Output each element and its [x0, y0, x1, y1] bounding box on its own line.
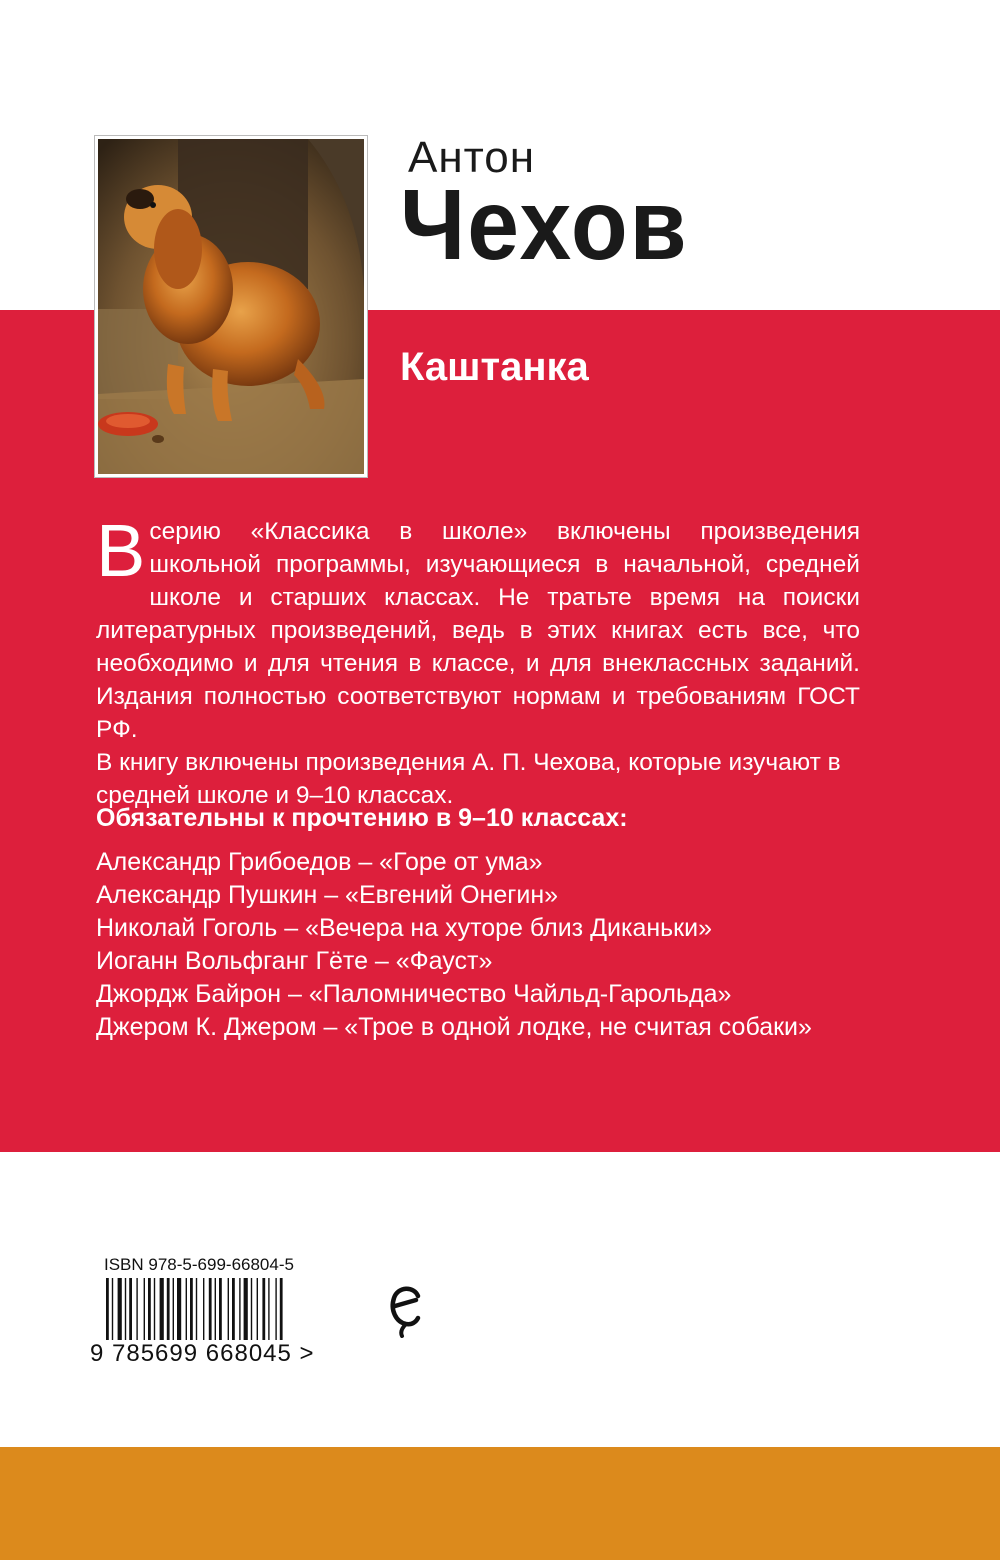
- author-first-name: Антон: [408, 133, 536, 182]
- book-title: Каштанка: [400, 345, 589, 389]
- series-description: [96, 509, 860, 812]
- list-item: Джордж Байрон – «Паломничество Чайльд-Гарольда»: [96, 980, 732, 1008]
- list-item: Александр Грибоедов – «Горе от ума»: [96, 848, 543, 876]
- required-reading-list: [96, 846, 812, 1044]
- drop-cap-letter: В: [96, 509, 146, 592]
- author-last-name: Чехов: [400, 169, 689, 281]
- isbn-label: ISBN 978-5-699-66804-5: [104, 1255, 294, 1274]
- list-item: Николай Гоголь – «Вечера на хуторе близ Диканьки»: [96, 914, 712, 942]
- required-reading-heading: Обязательны к прочтению в 9–10 классах:: [96, 804, 628, 832]
- description-paragraph-2: В книгу включены произведения А. П. Чехова, которые изучают в средней школе и 9–10 классах.: [96, 749, 841, 809]
- list-item: Иоганн Вольфганг Гёте – «Фауст»: [96, 947, 493, 975]
- orange-bottom-band: [0, 1447, 1000, 1560]
- eksmo-e-logo-icon: [388, 1282, 424, 1338]
- barcode-digits: 9 785699 668045 >: [90, 1340, 315, 1367]
- description-paragraph-1: [96, 509, 860, 746]
- list-item: Джером К. Джером – «Трое в одной лодке, не считая собаки»: [96, 1013, 812, 1041]
- dog-painting-image: [98, 139, 364, 474]
- cover-painting: [95, 136, 367, 477]
- description-text-1: серию «Классика в школе» включены произведения школьной программы, изучающиеся в начальной, средней школе и старших классах. Не тратьте время на поиски литературных произведений, ведь в этих книгах есть все, что необходимо и для чтения в классе, и для внеклассных заданий. Издания полностью соответствуют нормам и требованиям ГОСТ РФ.: [96, 518, 860, 743]
- list-item: Александр Пушкин – «Евгений Онегин»: [96, 881, 559, 909]
